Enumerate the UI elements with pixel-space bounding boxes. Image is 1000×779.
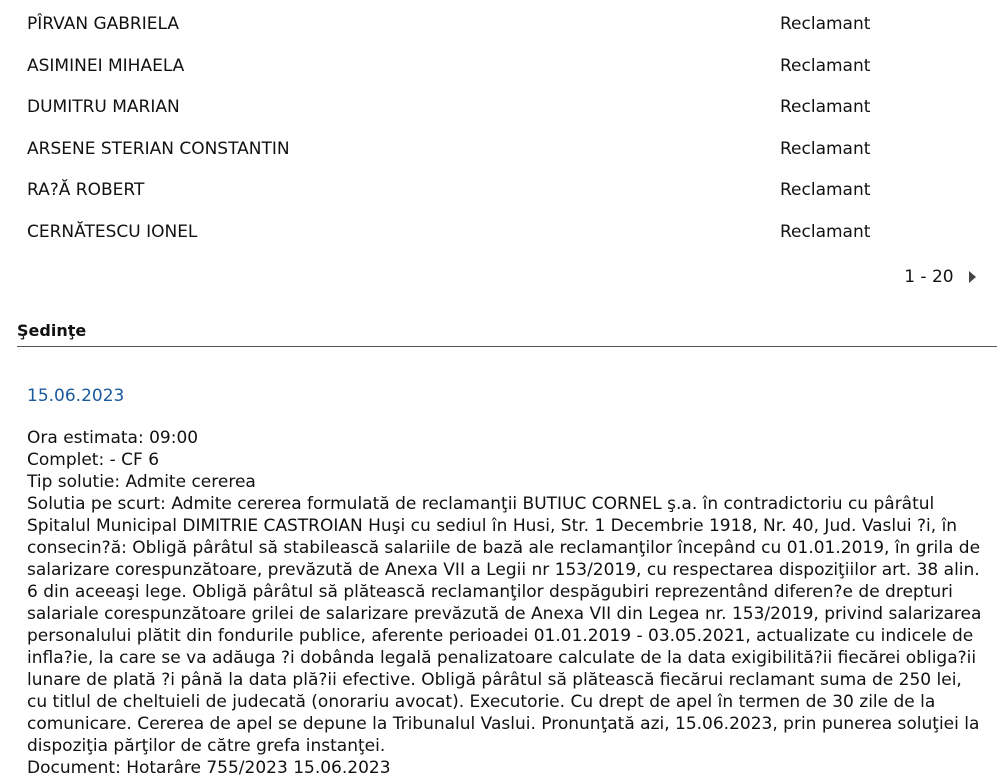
party-row <box>27 220 977 244</box>
party-name: RA?Ă ROBERT <box>27 180 145 200</box>
section-title: Şedinţe <box>17 321 87 340</box>
party-role: Reclamant <box>780 14 871 34</box>
party-name: CERNĂTESCU IONEL <box>27 222 198 242</box>
party-row <box>27 178 977 202</box>
party-row <box>27 95 977 119</box>
party-row <box>27 137 977 161</box>
party-name: ASIMINEI MIHAELA <box>27 56 185 76</box>
estimated-time: Ora estimata: 09:00 <box>27 428 199 448</box>
party-role: Reclamant <box>780 97 871 117</box>
party-role: Reclamant <box>780 139 871 159</box>
hearing-date-link[interactable]: 15.06.2023 <box>27 386 125 406</box>
pagination-range: 1 - 20 <box>904 267 954 287</box>
triangle-right-icon[interactable] <box>969 271 976 283</box>
party-name: PÎRVAN GABRIELA <box>27 14 179 34</box>
party-row <box>27 54 977 78</box>
hearing-entry <box>27 385 987 778</box>
party-name: ARSENE STERIAN CONSTANTIN <box>27 139 290 159</box>
party-role: Reclamant <box>780 56 871 76</box>
hearing-details <box>27 427 987 779</box>
party-role: Reclamant <box>780 222 871 242</box>
solution-type: Tip solutie: Admite cererea <box>27 472 256 492</box>
section-divider <box>17 346 997 347</box>
party-name: DUMITRU MARIAN <box>27 97 180 117</box>
party-role: Reclamant <box>780 180 871 200</box>
pagination <box>904 265 976 289</box>
panel: Complet: - CF 6 <box>27 450 160 470</box>
solution-summary: Solutia pe scurt: Admite cererea formulată de reclamanţii BUTIUC CORNEL ş.a. în contradictoriu cu pârâtul Spitalul Municipal DIMITRIE CASTROIAN Huşi cu sediul în Husi, Str. 1 Decembrie 1918, Nr. 40, Jud. Vaslui ?i, în consecin?ă: Obligă pârâtul să stabilească salariile de bază ale reclamanţilor începând cu 01.01.2019, în grila de salarizare corespunzătoare, prevăzută de Anexa VII a Legii nr 153/2019, cu respectarea dispoziţiilor art. 38 alin. 6 din aceeaşi lege. Obligă pârâtul să plătească reclamanţilor despăgubiri reprezentând diferen?e de drepturi salariale corespunzătoare grilei de salarizare prevăzută de Anexa VII din Legea nr. 153/2019, privind salarizarea personalului plătit din fondurile publice, aferente perioadei 01.01.2019 - 03.05.2021, actualizate cu indicele de infla?ie, la care se va adăuga ?i dobânda legală penalizatoare calculate de la data exigibilită?ii fiecărei obliga?ii lunare de plată ?i până la data plă?ii efective. Obligă pârâtul să plătească fiecărui reclamant suma de 250 lei, cu titlul de cheltuieli de judecată (onorariu avocat). Executorie. Cu drept de apel în termen de 30 zile de la comunicare. Cererea de apel se depune la Tribunalul Vaslui. Pronunţată azi, 15.06.2023, prin punerea soluţiei la dispoziţia părţilor de către grefa instanţei. <box>27 494 982 756</box>
party-row <box>27 12 977 36</box>
document-reference: Document: Hotarâre 755/2023 15.06.2023 <box>27 758 391 778</box>
